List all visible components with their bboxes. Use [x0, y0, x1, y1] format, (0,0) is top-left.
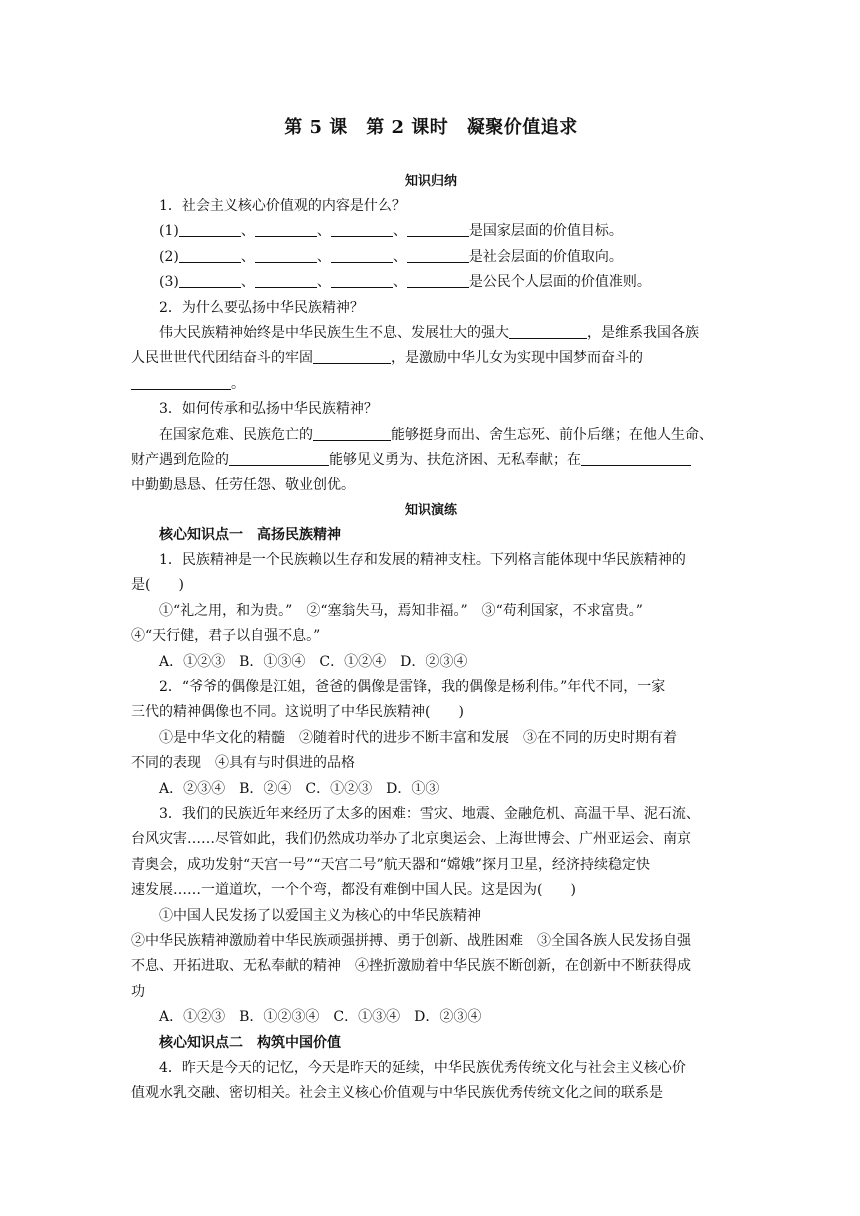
answer-blank[interactable] [331, 246, 393, 263]
answer-blank[interactable] [313, 347, 391, 364]
q3-text-line: 财产遇到危险的 能够见义勇为、扶危济困、无私奉献；在 [131, 448, 731, 473]
answer-blank[interactable] [255, 246, 317, 263]
worksheet-content [131, 110, 731, 1107]
exercise-3-line: 不息、开拓进取、无私奉献的精神 ④挫折激励着中华民族不断创新，在创新中不断获得成 [131, 958, 691, 975]
exercise-3-line: 台风灾害……尽管如此，我们仍然成功举办了北京奥运会、上海世博会、广州亚运会、南京 [131, 831, 691, 848]
answer-blank[interactable] [179, 246, 241, 263]
answer-blank[interactable] [313, 424, 391, 441]
answer-blank[interactable] [581, 449, 691, 466]
q3-text-line: 中勤勤恳恳、任劳任怨、敬业创优。 [131, 477, 355, 494]
answer-blank[interactable] [407, 246, 469, 263]
exercise-2-line: ①是中华文化的精髓 ②随着时代的进步不断丰富和发展 ③在不同的历史时期有着 [159, 729, 677, 746]
q2-text-line: 。 [131, 372, 731, 397]
q3-text-line: 在国家危难、民族危亡的 能够挺身而出、舍生忘死、前仆后继；在他人生命、 [131, 423, 731, 448]
exercise-2-options: A．②③④ B．②④ C．①②③ D．①③ [159, 780, 440, 797]
exercise-1-line: ④“天行健，君子以自强不息。” [131, 628, 321, 645]
question-1: 1．社会主义核心价值观的内容是什么？ [159, 198, 406, 214]
item-text: 是国家层面的价值目标。 [468, 223, 623, 240]
q2-text-line: 伟大民族精神始终是中华民族生生不息、发展壮大的强大 ，是维系我国各族 [131, 321, 731, 346]
answer-blank[interactable] [255, 271, 317, 288]
answer-blank[interactable] [407, 271, 469, 288]
exercise-2-line: 2．“爷爷的偶像是江姐，爸爸的偶像是雷锋，我的偶像是杨利伟。”年代不同，一家 [159, 679, 666, 696]
section-heading-knowledge-summary: 知识归纳 [404, 174, 457, 189]
answer-blank[interactable] [255, 220, 317, 237]
page-title: 第 5 课 第 2 课时 凝聚价值追求 [284, 117, 578, 138]
exercise-3-options: A．①②③ B．①②③④ C．①③④ D．②③④ [159, 1009, 482, 1026]
exercise-1-line: 1．民族精神是一个民族赖以生存和发展的精神支柱。下列格言能体现中华民族精神的 [159, 552, 686, 569]
exercise-1-line: ①“礼之用，和为贵。” ②“塞翁失马，焉知非福。” ③“苟利国家，不求富贵。” [159, 602, 643, 619]
item-text: 是社会层面的价值取向。 [468, 248, 623, 265]
exercise-3-line: 青奥会，成功发射“天宫一号”“天宫二号”航天器和“嫦娥”探月卫星，经济持续稳定快 [131, 856, 650, 873]
fill-line-national-values: (1) 、 、 、 是国家层面的价值目标。 [131, 219, 731, 244]
exercise-4-line: 4．昨天是今天的记忆，今天是昨天的延续，中华民族优秀传统文化与社会主义核心价 [159, 1059, 686, 1076]
answer-blank[interactable] [331, 220, 393, 237]
core-point-2-heading: 核心知识点二 构筑中国价值 [159, 1034, 341, 1051]
answer-blank[interactable] [179, 220, 241, 237]
answer-blank[interactable] [131, 373, 231, 390]
item-label: (3) [159, 274, 179, 291]
exercise-1-options: A．①②③ B．①③④ C．①②④ D．②③④ [159, 653, 468, 670]
question-3: 3．如何传承和弘扬中华民族精神？ [159, 401, 378, 418]
exercise-3-line: 3．我们的民族近年来经历了太多的困难：雪灾、地震、金融危机、高温干旱、泥石流、 [159, 805, 700, 822]
exercise-3-line: 速发展……一道道坎，一个个弯，都没有难倒中国人民。这是因为( ) [131, 882, 576, 899]
exercise-3-line: ②中华民族精神激励着中华民族顽强拼搏、勇于创新、战胜困难 ③全国各族人民发扬自强 [131, 932, 691, 949]
exercise-2-line: 三代的精神偶像也不同。这说明了中华民族精神( ) [131, 704, 464, 721]
exercise-3-line: ①中国人民发扬了以爱国主义为核心的中华民族精神 [159, 907, 481, 924]
q2-text-line: 人民世世代代团结奋斗的牢固 ，是激励中华儿女为实现中国梦而奋斗的 [131, 346, 731, 371]
exercise-2-line: 不同的表现 ④具有与时俱进的品格 [131, 755, 355, 772]
question-2: 2．为什么要弘扬中华民族精神？ [159, 299, 364, 316]
exercise-3-line: 功 [131, 983, 145, 1000]
item-text: 是公民个人层面的价值准则。 [468, 274, 651, 291]
answer-blank[interactable] [331, 271, 393, 288]
fill-line-individual-values: (3) 、 、 、 是公民个人层面的价值准则。 [131, 270, 731, 295]
exercise-1-line: 是( ) [131, 577, 184, 594]
answer-blank[interactable] [179, 271, 241, 288]
item-label: (2) [159, 248, 179, 265]
answer-blank[interactable] [407, 220, 469, 237]
item-label: (1) [159, 223, 179, 240]
section-heading-knowledge-practice: 知识演练 [404, 502, 457, 518]
core-point-1-heading: 核心知识点一 高扬民族精神 [159, 526, 341, 543]
answer-blank[interactable] [229, 449, 329, 466]
exercise-4-line: 值观水乳交融、密切相关。社会主义核心价值观与中华民族优秀传统文化之间的联系是 [131, 1085, 663, 1102]
fill-line-social-values: (2) 、 、 、 是社会层面的价值取向。 [131, 245, 731, 270]
answer-blank[interactable] [509, 322, 587, 339]
